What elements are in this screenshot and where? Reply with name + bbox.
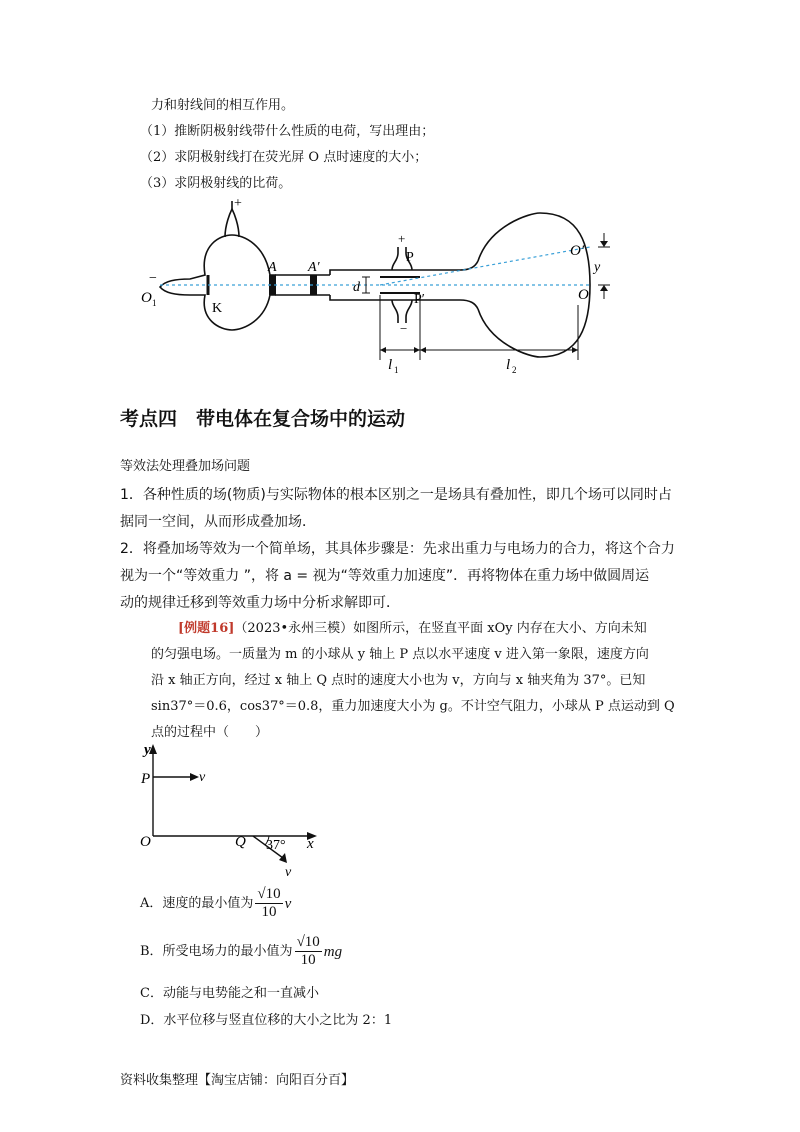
v-label-q: v xyxy=(285,865,292,880)
o1-sub-label: 1 xyxy=(152,298,157,308)
o1-label: O xyxy=(141,290,152,306)
l2-sub-label: 2 xyxy=(512,365,517,375)
y-axis-label: y xyxy=(144,742,151,758)
paragraph-2-line-3: 动的规律迁移到等效重力场中分析求解即可． xyxy=(120,595,400,611)
y-dim-label: y xyxy=(594,260,601,275)
option-b[interactable] xyxy=(140,934,342,969)
option-a-unit: v xyxy=(284,895,292,912)
l1-label: l xyxy=(388,357,393,373)
d-label: d xyxy=(353,280,360,295)
option-b-denominator: 10 xyxy=(300,952,316,968)
option-a-denominator: 10 xyxy=(261,904,277,920)
a-prime-label: A′ xyxy=(308,260,320,275)
option-a-text: A．速度的最小值为 xyxy=(140,895,254,911)
cathode-ray-tube-figure xyxy=(120,195,620,380)
paragraph-1-line-2: 据同一空间，从而形成叠加场． xyxy=(120,514,316,530)
minus-p-label: − xyxy=(400,321,408,336)
l1-sub-label: 1 xyxy=(394,365,399,375)
q-point-label: Q xyxy=(235,834,246,850)
footer-text: 资料收集整理【淘宝店铺：向阳百分百】 xyxy=(120,1073,355,1088)
example-line-4: sin37°＝0.6，cos37°＝0.8，重力加速度大小为 g。不计空气阻力，小球从 P 点运动到 Q xyxy=(151,699,675,714)
coordinate-figure xyxy=(135,740,335,880)
paragraph-2-line-1: 2．将叠加场等效为一个简单场，其具体步骤是：先求出重力与电场力的合力，将这个合力 xyxy=(120,541,675,557)
question-2: （2）求阴极射线打在荧光屏 O 点时速度的大小； xyxy=(140,150,428,165)
example-line-2: 的匀强电场。一质量为 m 的小球从 y 轴上 P 点以水平速度 v 进入第一象限，速度方向 xyxy=(151,647,649,662)
section-subtitle: 等效法处理叠加场问题 xyxy=(120,459,251,474)
option-b-numerator: √10 xyxy=(296,934,320,950)
option-d[interactable]: D．水平位移与竖直位移的大小之比为 2：1 xyxy=(140,1013,393,1028)
paragraph-2-line-2: 视为一个“等效重力 ”，将 a = 视为“等效重力加速度”．再将物体在重力场中做圆周运 xyxy=(120,568,650,584)
o-prime-label: O′ xyxy=(570,243,585,259)
origin-label: O xyxy=(140,834,151,850)
example-header xyxy=(178,620,647,638)
example-line-5: 点的过程中（ ） xyxy=(151,725,269,740)
option-c[interactable]: C．动能与电势能之和一直减小 xyxy=(140,986,319,1001)
v-label-p: v xyxy=(199,770,206,785)
plus-p-label: + xyxy=(398,231,406,246)
example-line-3: 沿 x 轴正方向，经过 x 轴上 Q 点时的速度大小也为 v，方向与 x 轴夹角为 37°。已知 xyxy=(151,673,646,688)
example-line-1: （2023•永州三模）如图所示，在竖直平面 xOy 内存在大小、方向未知 xyxy=(234,621,647,636)
p-label: P xyxy=(406,250,414,265)
plus-top-label: + xyxy=(234,196,242,211)
x-axis-label: x xyxy=(307,836,314,852)
intro-line: 力和射线间的相互作用。 xyxy=(151,98,295,113)
option-a-numerator: √10 xyxy=(257,886,281,902)
minus-left-label: − xyxy=(149,271,157,286)
l2-label: l xyxy=(506,357,511,373)
paragraph-1-line-1: 1．各种性质的场(物质)与实际物体的根本区别之一是场具有叠加性，即几个场可以同时占 xyxy=(120,487,672,503)
k-label: K xyxy=(212,301,223,316)
option-b-text: B．所受电场力的最小值为 xyxy=(140,943,293,959)
section-title: 考点四 带电体在复合场中的运动 xyxy=(120,408,406,430)
a-label: A xyxy=(268,260,277,275)
option-b-fraction xyxy=(295,934,322,969)
example-tag: [例题16] xyxy=(178,621,235,636)
option-b-unit: mg xyxy=(323,943,343,960)
p-prime-label: P′ xyxy=(414,292,425,307)
question-1: （1）推断阴极射线带什么性质的电荷，写出理由； xyxy=(140,124,435,139)
o-label: O xyxy=(578,287,589,303)
option-a-fraction xyxy=(255,886,282,921)
p-point-label: P xyxy=(141,771,151,787)
question-3: （3）求阴极射线的比荷。 xyxy=(140,176,292,191)
option-a[interactable] xyxy=(140,886,291,921)
angle-label: 37° xyxy=(266,838,286,853)
